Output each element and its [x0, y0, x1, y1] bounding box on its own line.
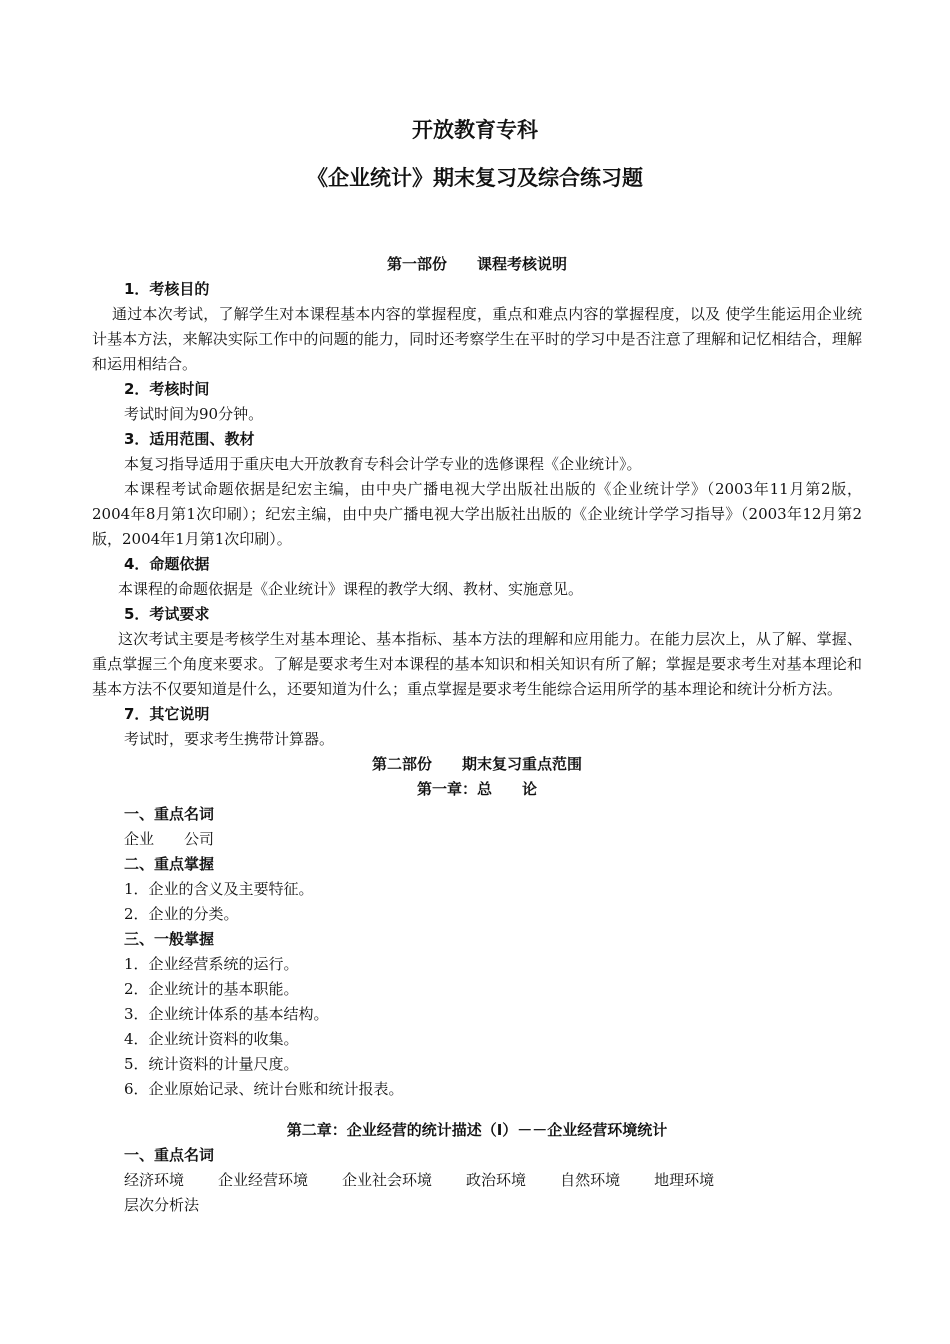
key-term: 企业: [124, 830, 155, 848]
paragraph: 考试时，要求考生携带计算器。: [124, 730, 335, 748]
key-term: 企业社会环境: [342, 1171, 433, 1189]
key-term: 经济环境: [124, 1171, 185, 1189]
key-terms-list: [92, 827, 862, 852]
section-heading: 7．其它说明: [124, 705, 210, 723]
document-title-line1: 开放教育专科: [412, 118, 538, 142]
list-item: 1．企业经营系统的运行。: [124, 955, 299, 973]
section-heading: 2．考核时间: [124, 380, 210, 398]
paragraph: 本课程的命题依据是《企业统计》课程的教学大纲、教材、实施意见。: [118, 580, 584, 598]
subsection-heading: 三、一般掌握: [124, 930, 215, 948]
list-item: 5．统计资料的计量尺度。: [124, 1055, 299, 1073]
paragraph: 考试时间为90分钟。: [124, 405, 264, 423]
key-terms-list: [92, 1168, 862, 1193]
key-term: 地理环境: [654, 1171, 715, 1189]
paragraph: 本复习指导适用于重庆电大开放教育专科会计学专业的选修课程《企业统计》。: [124, 455, 642, 473]
subsection-heading: 二、重点掌握: [124, 855, 215, 873]
key-term: 自然环境: [560, 1171, 621, 1189]
section-heading: 1．考核目的: [124, 280, 210, 298]
part2-heading: 第二部份 期末复习重点范围: [371, 755, 582, 773]
key-term: 企业经营环境: [218, 1171, 309, 1189]
paragraph: 本课程考试命题依据是纪宏主编，由中央广播电视大学出版社出版的《企业统计学》（2003年11月第2版，2004年8月第1次印刷）；纪宏主编，由中央广播电视大学出版社出版的《企业统计学学习指导》（2003年12月第2版，2004年1月第1次印刷）。: [92, 480, 862, 548]
document-body: [92, 252, 862, 1218]
section-heading: 5．考试要求: [124, 605, 210, 623]
list-item: 4．企业统计资料的收集。: [124, 1030, 299, 1048]
key-term: 政治环境: [466, 1171, 527, 1189]
part1-heading: 第一部份 课程考核说明: [386, 255, 567, 273]
list-item: 2．企业的分类。: [124, 905, 239, 923]
list-item: 2．企业统计的基本职能。: [124, 980, 299, 998]
list-item: 1．企业的含义及主要特征。: [124, 880, 314, 898]
key-term: 层次分析法: [124, 1196, 200, 1214]
subsection-heading: 一、重点名词: [124, 805, 215, 823]
section-heading: 4．命题依据: [124, 555, 210, 573]
subsection-heading: 一、重点名词: [124, 1146, 215, 1164]
chapter1-heading: 第一章：总 论: [416, 780, 537, 798]
key-term: 公司: [184, 830, 215, 848]
paragraph: 这次考试主要是考核学生对基本理论、基本指标、基本方法的理解和应用能力。在能力层次上，从了解、掌握、重点掌握三个角度来要求。了解是要求考生对本课程的基本知识和相关知识有所了解；掌握是要求考生对基本理论和基本方法不仅要知道是什么，还要知道为什么；重点掌握是要求考生能综合运用所学的基本理论和统计分析方法。: [92, 630, 862, 698]
document-title-line2: 《企业统计》期末复习及综合练习题: [307, 166, 643, 190]
list-item: 3．企业统计体系的基本结构。: [124, 1005, 329, 1023]
list-item: 6．企业原始记录、统计台账和统计报表。: [124, 1080, 404, 1098]
paragraph: 通过本次考试，了解学生对本课程基本内容的掌握程度，重点和难点内容的掌握程度，以及 使学生能运用企业统计基本方法，来解决实际工作中的问题的能力，同时还考察学生在平时的学习中是否注意了理解和记忆相结合，理解和运用相结合。: [92, 305, 862, 373]
section-heading: 3．适用范围、教材: [124, 430, 255, 448]
chapter2-heading: 第二章：企业经营的统计描述（I）－－企业经营环境统计: [286, 1121, 668, 1139]
